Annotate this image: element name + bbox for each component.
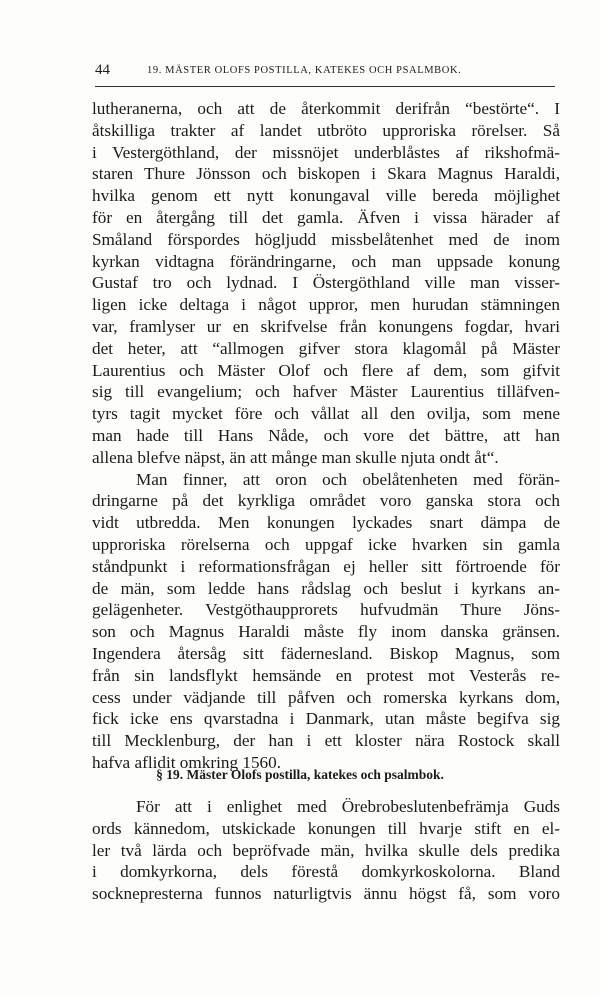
text-line: socknepresterna funnos naturligtvis ännu högst få, som voro xyxy=(92,884,560,904)
text-line: fick icke ens qvarstadna i Danmark, utan måste begifva sig xyxy=(92,709,560,729)
text-line: kyrkan vidtagna förändringarne, och man uppsade konung xyxy=(92,251,560,271)
text-line: man hade till Hans Nåde, och vore det bättre, att han xyxy=(92,425,560,445)
text-line: Småland förspordes högljudd missbelåtenhet med de inom xyxy=(92,229,560,249)
text-line: allena blefve näpst, än att månge man skulle njuta ondt åt“. xyxy=(92,447,499,467)
text-line: åtskilliga trakter af landet utbröto upproriska rörelser. Så xyxy=(92,120,560,140)
text-line: hafva aflidit omkring 1560. xyxy=(92,752,282,772)
text-line: till Mecklenburg, der han i ett kloster nära Rostock skall xyxy=(92,731,560,751)
text-line: ords kännedom, utskickade konungen till hvarje stift en el- xyxy=(92,818,560,838)
paragraph xyxy=(92,469,560,774)
text-line: Man finner, att oron och obelåtenheten med förän- xyxy=(136,469,560,489)
text-line: ler två lärda och bepröfvade män, hvilka skulle dels predika xyxy=(92,840,560,860)
text-line: Ingendera återsåg sitt fädernesland. Biskop Magnus, som xyxy=(92,643,560,663)
text-line: hvilka genom ett nytt konungaval ville bereda möjlighet xyxy=(92,186,560,206)
text-line: från sin landsflykt hemsände en protest mot Vesterås re- xyxy=(92,665,560,685)
text-line: Laurentius och Mäster Olof och flere af dem, som gifvit xyxy=(92,360,560,380)
text-line: dringarne på det kyrkliga området voro ganska stora och xyxy=(92,491,560,511)
text-line: för en återgång till det gamla. Äfven i vissa härader af xyxy=(92,207,560,227)
text-line: i domkyrkorna, dels förestå domkyrkoskolorna. Bland xyxy=(92,862,560,882)
text-line: ståndpunkt i reformationsfrågan ej heller sitt förtroende för xyxy=(92,556,560,576)
section-heading: § 19. Mäster Olofs postilla, katekes och psalmbok. xyxy=(156,767,444,782)
text-line: vidt utbredda. Men konungen lyckades snart dämpa de xyxy=(92,513,560,533)
text-line: gelägenheter. Vestgöthaupprorets hufvudmän Thure Jöns- xyxy=(92,600,560,620)
running-head: 19. MÄSTER OLOFS POSTILLA, KATEKES OCH PSALMBOK. xyxy=(147,65,462,76)
header-rule xyxy=(95,86,555,87)
text-line: För att i enlighet med Örebrobeslutenbefrämja Guds xyxy=(136,797,560,816)
text-line: tyrs tagit mycket före och vållat all den ovilja, som mene xyxy=(92,404,560,424)
text-line: ligen icke deltaga i något uppror, men hurudan stämningen xyxy=(92,295,560,315)
text-line: staren Thure Jönsson och biskopen i Skara Magnus Haraldi, xyxy=(92,164,560,184)
text-line: sig till evangelium; och hafver Mäster Laurentius tilläfven- xyxy=(92,382,560,402)
text-line: i Vestergöthland, der missnöjet underblåstes af rikshofmä- xyxy=(92,142,560,162)
body-text xyxy=(92,98,560,774)
text-line: son och Magnus Haraldi måste fly inom danska gränsen. xyxy=(92,622,560,642)
text-line: var, framlyser ur en skrifvelse från konungens fogdar, hvari xyxy=(92,316,560,336)
page-number: 44 xyxy=(95,62,110,78)
text-line: Gustaf tro och lydnad. I Östergöthland ville man visser- xyxy=(92,273,560,293)
text-line: cess under vädjande till påfven och romerska kyrkans dom, xyxy=(92,687,560,707)
paragraph xyxy=(92,796,560,905)
body-text xyxy=(92,796,560,905)
text-line: de män, som ledde hans rådslag och beslut i kyrkans an- xyxy=(92,578,560,598)
paragraph xyxy=(92,98,560,469)
text-line: upproriska rörelserna och uppgaf icke hvarken sin gamla xyxy=(92,534,560,554)
text-line: lutheranerna, och att de återkommit derifrån “bestörte“. I xyxy=(92,99,560,118)
text-line: det heter, att “allmogen gifver stora klagomål på Mäster xyxy=(92,338,560,358)
page-header xyxy=(95,62,555,84)
